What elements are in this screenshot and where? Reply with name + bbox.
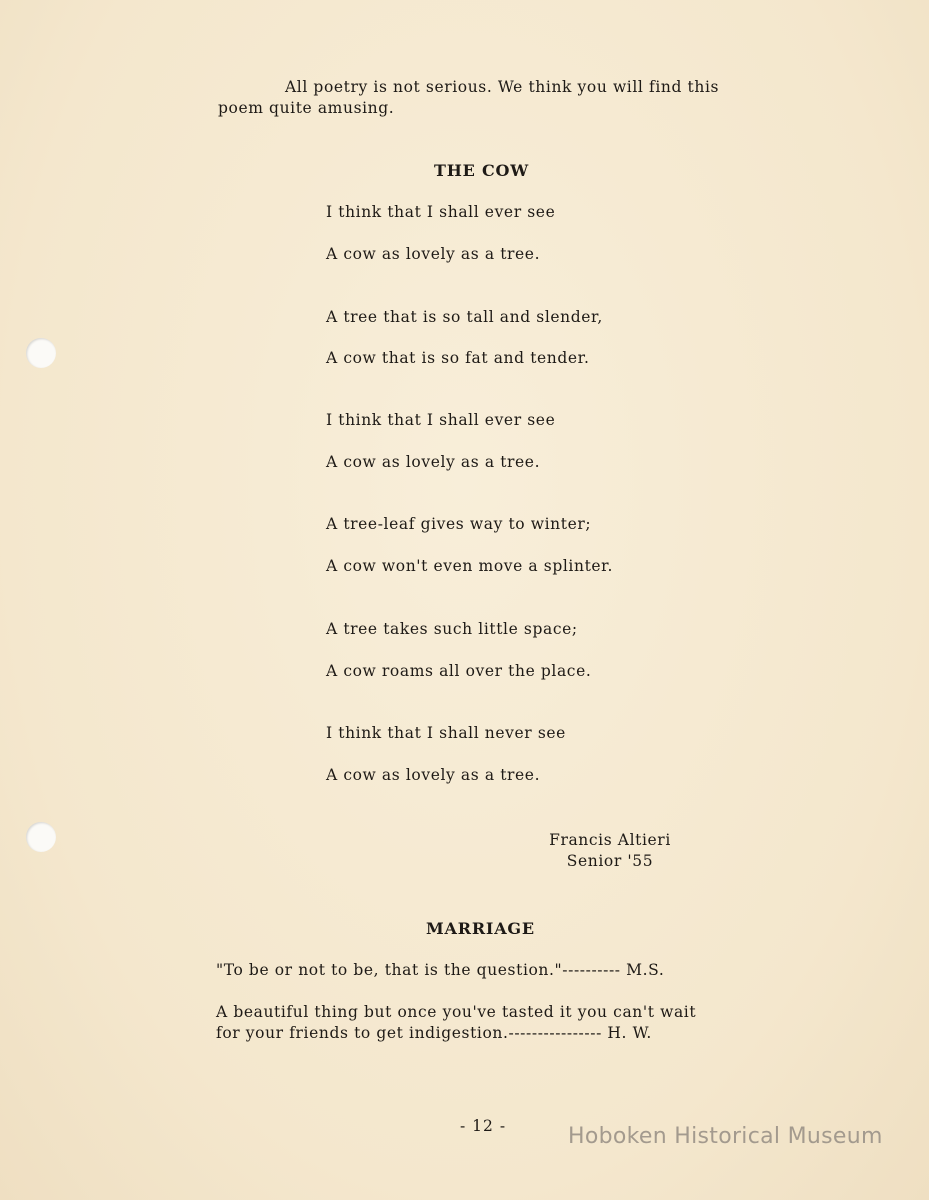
poem-line: A tree takes such little space;	[326, 620, 578, 638]
poem-title: THE COW	[434, 161, 530, 180]
intro-line-1: All poetry is not serious. We think you will find this	[285, 78, 720, 96]
intro-line-2: poem quite amusing.	[218, 99, 395, 117]
museum-watermark: Hoboken Historical Museum	[568, 1124, 883, 1149]
page-number: - 12 -	[460, 1117, 507, 1135]
poem-author	[520, 830, 700, 872]
poem-line: A cow roams all over the place.	[326, 662, 592, 680]
poem-line: A tree-leaf gives way to winter;	[326, 515, 592, 533]
marriage-quote-1: "To be or not to be, that is the question."---------- M.S.	[216, 961, 665, 979]
poem-line: A cow as lovely as a tree.	[326, 766, 541, 784]
poem-line: A cow that is so fat and tender.	[326, 349, 590, 367]
marriage-title: MARRIAGE	[426, 919, 535, 938]
poem-line: I think that I shall ever see	[326, 411, 556, 429]
poem-line: A tree that is so tall and slender,	[326, 308, 603, 326]
punch-hole-bottom	[26, 822, 56, 852]
poem-line: I think that I shall ever see	[326, 203, 556, 221]
marriage-quote-2-line-2: for your friends to get indigestion.---------------- H. W.	[216, 1024, 652, 1042]
poem-line: A cow won't even move a splinter.	[326, 557, 614, 575]
poem-line: I think that I shall never see	[326, 724, 566, 742]
author-class: Senior '55	[566, 852, 654, 870]
poem-line: A cow as lovely as a tree.	[326, 453, 541, 471]
punch-hole-top	[26, 338, 56, 368]
poem-line: A cow as lovely as a tree.	[326, 245, 541, 263]
marriage-quote-2-line-1: A beautiful thing but once you've tasted it you can't wait	[216, 1003, 697, 1021]
author-name: Francis Altieri	[549, 831, 671, 849]
